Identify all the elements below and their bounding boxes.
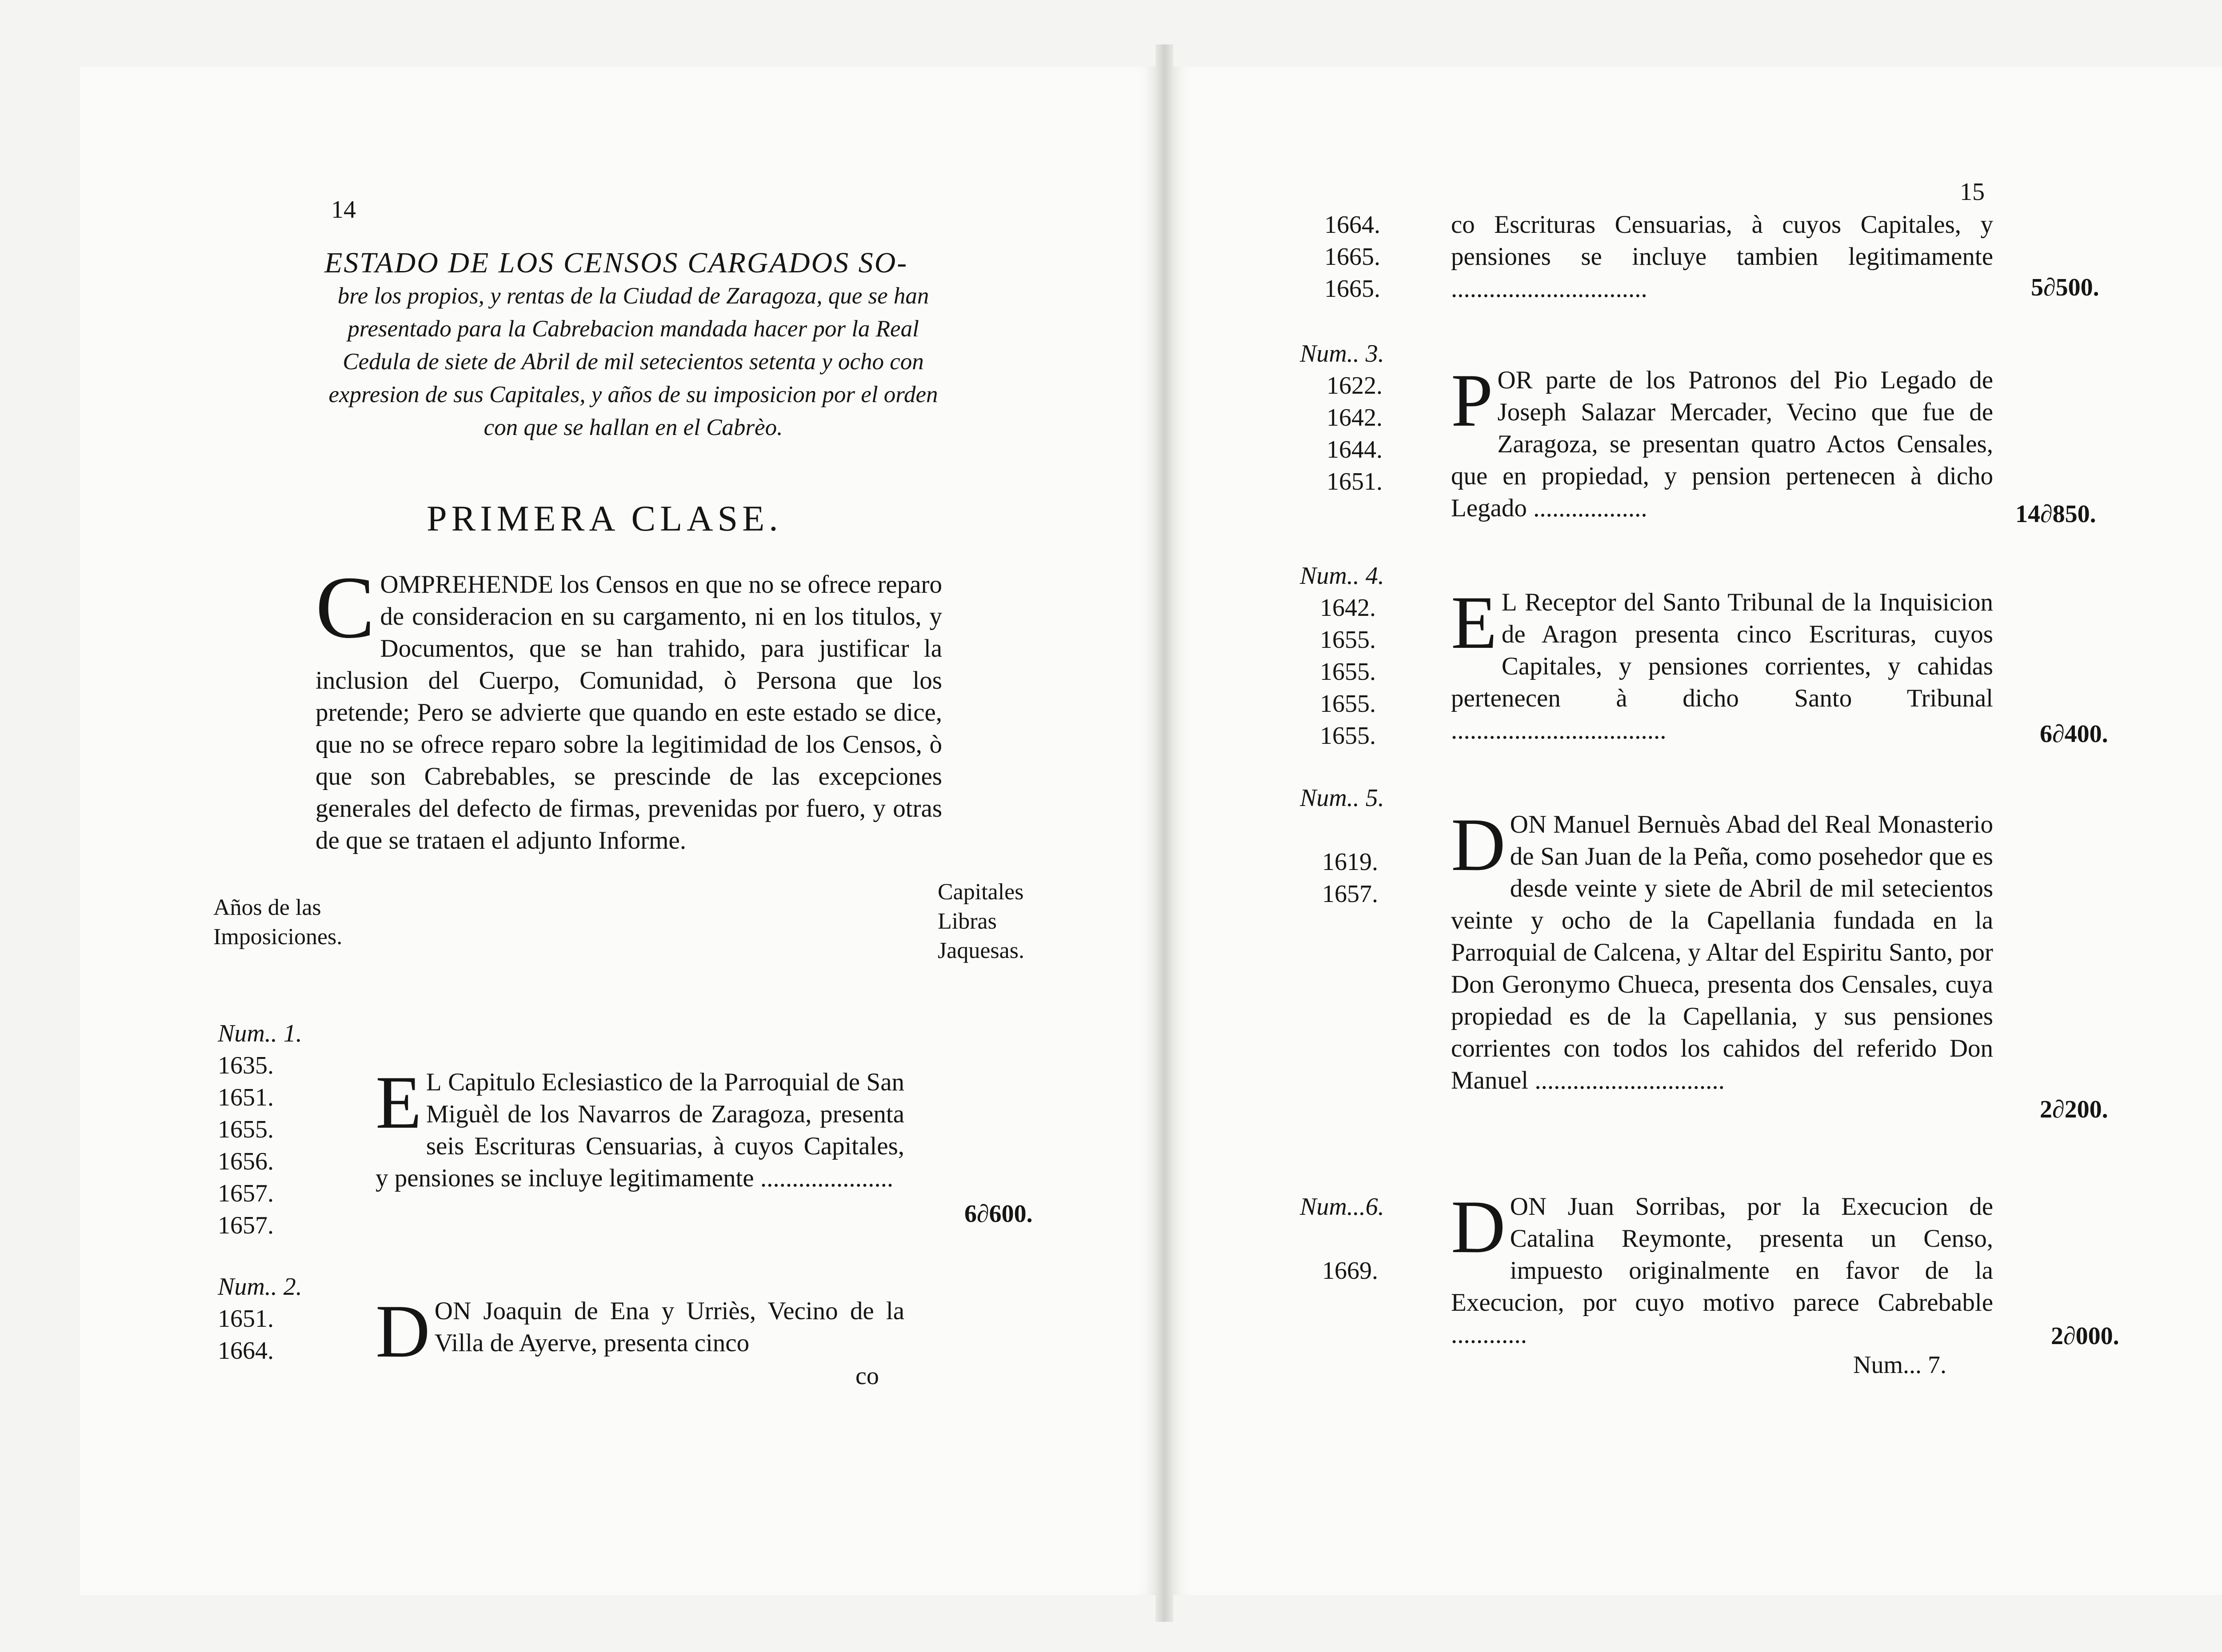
year: 1657. bbox=[218, 1212, 274, 1239]
entry-body: co Escrituras Censuarias, à cuyos Capitales, y pensiones se incluye tambien legitimamente bbox=[1451, 211, 1993, 271]
page-number-left: 14 bbox=[331, 196, 356, 223]
year: 1644. bbox=[1327, 436, 1383, 463]
year: 1651. bbox=[218, 1305, 274, 1333]
title-first-line: ESTADO DE LOS CENSOS CARGADOS SO- bbox=[324, 247, 908, 279]
entry-text bbox=[1451, 803, 1993, 1097]
year: 1651. bbox=[1327, 468, 1383, 495]
entry-text bbox=[376, 1289, 905, 1373]
title-rest: bre los propios, y rentas de la Ciudad de Zaragoza, que se han presentado para la Cabrebacion mandada hacer por la Real Cedula de siete de Abril de mil setecientos setenta y ocho con expresion de sus Capitales, y años de su imposicion por el orden con que se hallan en el Cabrèo. bbox=[328, 283, 938, 440]
drop-cap: D bbox=[376, 1289, 430, 1373]
year: 1669. bbox=[1322, 1257, 1378, 1285]
entry-body: Joaquin de Ena y Urriès, Vecino de la Villa de Ayerve, presenta cinco bbox=[434, 1297, 905, 1357]
leader-dots: ..................... bbox=[760, 1164, 894, 1192]
leader-dots: .............................. bbox=[1535, 1066, 1725, 1094]
entry-body: Receptor del Santo Tribunal de la Inquisicion de Aragon presenta cinco Escrituras, cuyos Capitales, y pensiones corrientes, y cahidas pertenecen à dicho Santo Tribunal bbox=[1451, 588, 1993, 712]
drop-cap: C bbox=[316, 559, 375, 657]
entry-years bbox=[1300, 1191, 1384, 1287]
entry-text bbox=[1451, 1185, 1993, 1351]
entry-number: Num.. 4. bbox=[1300, 562, 1384, 590]
section-heading: PRIMERA CLASE. bbox=[427, 498, 783, 539]
leader-dots: ............................... bbox=[1451, 275, 1647, 303]
leader-dots: .................. bbox=[1533, 494, 1647, 522]
drop-cap: E bbox=[376, 1061, 422, 1144]
year: 1655. bbox=[1320, 626, 1376, 654]
entry-number: Num.. 5. bbox=[1300, 784, 1384, 812]
catchword-left: co bbox=[855, 1362, 879, 1390]
year: 1657. bbox=[1322, 880, 1378, 908]
entry-text bbox=[1451, 359, 1994, 524]
entry-years bbox=[1300, 560, 1384, 752]
drop-cap: P bbox=[1451, 359, 1493, 442]
document-title bbox=[324, 247, 942, 444]
entry-body: Capitulo Eclesiastico de la Parroquial de San Miguèl de los Navarros de Zaragoza, presenta seis Escrituras Censuarias, à cuyos Capitales, y pensiones se incluye legitimamente bbox=[376, 1068, 904, 1192]
year: 1619. bbox=[1322, 848, 1378, 876]
column-header-years: Años de las Imposiciones. bbox=[213, 895, 343, 950]
year: 1665. bbox=[1324, 243, 1380, 271]
drop-cap: D bbox=[1451, 1185, 1506, 1269]
column-header-capitals: Capitales Libras Jaquesas. bbox=[938, 879, 1024, 963]
year: 1655. bbox=[218, 1116, 274, 1143]
year: 1622. bbox=[1327, 372, 1383, 399]
intro-smallcaps: OMPREHENDE bbox=[380, 571, 553, 599]
entry-amount: 5∂500. bbox=[2031, 274, 2099, 301]
intro-paragraph bbox=[316, 559, 942, 857]
entry-amount: 2∂200. bbox=[2040, 1096, 2108, 1123]
drop-cap: D bbox=[1451, 803, 1506, 886]
entry-body: Juan Sorribas, por la Execucion de Catalina Reymonte, presenta un Censo, impuesto originalmente en favor de la Execucion, por cuyo motivo parece Cabrebable bbox=[1451, 1193, 1993, 1317]
entry-years bbox=[1300, 782, 1384, 910]
year: 1642. bbox=[1320, 594, 1376, 622]
entry-number: Num.. 1. bbox=[218, 1020, 302, 1047]
catchword-right: Num... 7. bbox=[1853, 1351, 1946, 1379]
year: 1642. bbox=[1327, 404, 1383, 431]
entry-smallcaps: ON bbox=[1510, 810, 1547, 838]
year: 1656. bbox=[218, 1148, 274, 1175]
entry-amount: 6∂600. bbox=[964, 1200, 1033, 1228]
entry-number: Num.. 2. bbox=[218, 1273, 302, 1301]
entry-smallcaps: L bbox=[426, 1068, 442, 1096]
leader-dots: .................................. bbox=[1451, 716, 1666, 744]
entry-smallcaps: OR bbox=[1497, 366, 1533, 394]
entry-number: Num.. 3. bbox=[1300, 340, 1384, 367]
entry-number: Num...6. bbox=[1300, 1193, 1384, 1221]
year: 1657. bbox=[218, 1180, 274, 1207]
entry-text bbox=[376, 1061, 904, 1194]
entry-amount: 14∂850. bbox=[2015, 500, 2096, 528]
year: 1665. bbox=[1324, 275, 1380, 303]
entry-amount: 2∂000. bbox=[2051, 1322, 2119, 1350]
drop-cap: E bbox=[1451, 581, 1497, 664]
year: 1635. bbox=[218, 1052, 274, 1079]
entry-text bbox=[1451, 209, 1993, 305]
entry-years bbox=[1300, 338, 1384, 498]
year: 1664. bbox=[218, 1337, 274, 1365]
year: 1651. bbox=[218, 1084, 274, 1111]
page-number-right: 15 bbox=[1960, 178, 1985, 206]
leader-dots: ............ bbox=[1451, 1321, 1527, 1349]
entry-years bbox=[218, 1271, 302, 1367]
entry-smallcaps: L bbox=[1501, 588, 1517, 616]
year: 1664. bbox=[1324, 211, 1380, 239]
entry-amount: 6∂400. bbox=[2040, 720, 2108, 748]
entry-years bbox=[1324, 209, 1380, 305]
entry-body: parte de los Patronos del Pio Legado de Joseph Salazar Mercader, Vecino que fue de Zaragoza, se presentan quatro Actos Censales, que en propiedad, y pension pertenecen à dicho Legado bbox=[1451, 366, 1994, 522]
year: 1655. bbox=[1320, 690, 1376, 718]
intro-text: los Censos en que no se ofrece reparo de consideracion en su cargamento, ni en los titulos, y Documentos, que se han trahido, para justificar la inclusion del Cuerpo, Comunidad, ò Persona que los pretende; Pero se advierte que quando en este estado se dice, que no se ofrece reparo sobre la legitimidad de los Censos, ò que son Cabrebables, se prescinde de las excepciones generales del defecto de firmas, prevenidas por fuero, y otras de que se trataen el adjunto Informe. bbox=[316, 571, 942, 854]
book-gutter bbox=[1155, 44, 1173, 1622]
entry-smallcaps: ON bbox=[1510, 1193, 1547, 1221]
entry-text bbox=[1451, 581, 1993, 746]
entry-body: Manuel Bernuès Abad del Real Monasterio de San Juan de la Peña, como posehedor que es desde veinte y siete de Abril de mil setecientos veinte y ocho de la Capellania fundada en la Parroquial de Calcena, y Altar del Espiritu Santo, por Don Geronymo Chueca, presenta dos Censales, cuya propiedad es de la Capellania, y sus pensiones corrientes con todos los cahidos del referido Don Manuel bbox=[1451, 810, 1993, 1094]
entry-years bbox=[218, 1018, 302, 1241]
entry-smallcaps: ON bbox=[434, 1297, 472, 1325]
year: 1655. bbox=[1320, 722, 1376, 750]
year: 1655. bbox=[1320, 658, 1376, 686]
